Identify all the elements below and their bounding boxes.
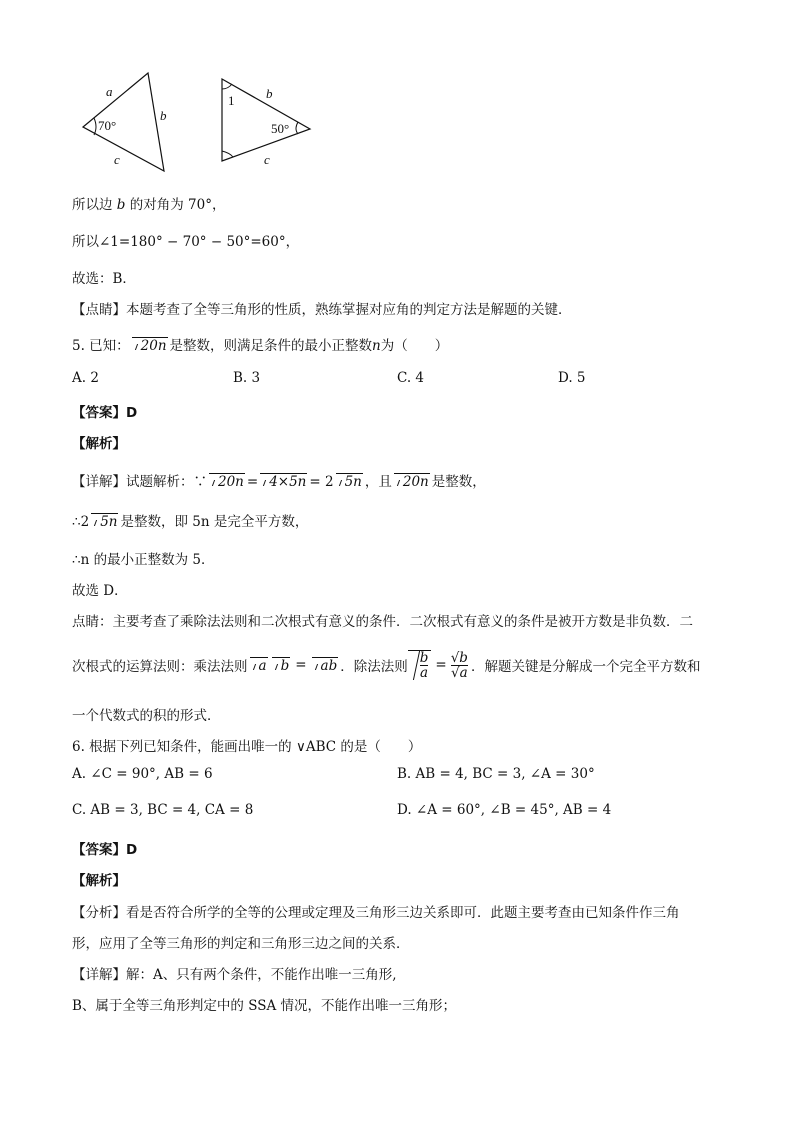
q6-option-a: A. ∠C = 90°, AB = 6 [72,766,213,782]
fig2-angle-label: 50° [271,121,290,136]
q6-analysis: 【解析】 [72,873,126,889]
q6-detail-1: 【详解】解：A、只有两个条件，不能作出唯一三角形, [72,967,397,983]
q5-analysis: 【解析】 [72,436,126,452]
fig2-label-b: b [266,86,273,101]
dianjing-q4: 【点睛】本题考查了全等三角形的性质，熟练掌握对应角的判定方法是解题的关键． [72,302,572,318]
q5-option-c: C. 4 [397,370,425,386]
q5-line4: 故选 D． [72,583,128,599]
text-line-3: 故选：B． [72,271,136,287]
angle-arc-50 [296,122,298,134]
q6-answer: 【答案】D [72,842,138,858]
angle-arc-bottom [222,151,233,157]
q5-line2: ∴2 5n 是整数，即 5n 是完全平方数， [72,514,309,530]
fig1-label-c: c [114,152,120,167]
q5-line3: ∴n 的最小正整数为 5． [72,552,215,568]
q5-option-a: A. 2 [72,370,99,386]
q6-stem: 6. 根据下列已知条件，能画出唯一的 ∨ABC 的是（ ） [72,739,422,755]
q5-answer: 【答案】D [72,405,138,421]
q5-dianjing-1: 点睛：主要考查了乘除法法则和二次根式有意义的条件．二次根式有意义的条件是被开方数是非负数．二 [72,614,693,630]
fig2-label-c: c [264,152,270,167]
fig1-label-a: a [106,84,113,99]
q5-dianjing-3: 一个代数式的积的形式． [72,708,221,724]
q6-detail-2: B、属于全等三角形判定中的 SSA 情况，不能作出唯一三角形； [72,998,457,1014]
text-line-1: 所以边 b 的对角为 70°， [72,197,226,213]
text-line-2: 所以∠1=180° − 70° − 50°=60°， [72,234,300,250]
q6-option-d: D. ∠A = 60°, ∠B = 45°, AB = 4 [397,802,612,818]
q6-option-b: B. AB = 4, BC = 3, ∠A = 30° [397,766,595,782]
q5-option-b: B. 3 [233,370,261,386]
angle-arc-1 [222,84,232,89]
q6-fenxi-2: 形，应用了全等三角形的判定和三角形三边之间的关系． [72,936,410,952]
fig2-label-1: 1 [228,93,235,108]
q5-dianjing-2: 次根式的运算法则：乘法法则 a b = ab ．除法法则 $\frac{b}{a}$ = $\frac{√b}{√a}$ ．解题关键是分解成一个完全平方数和 [72,649,701,681]
angle-arc-70 [94,118,96,135]
fig1-angle-label: 70° [98,118,117,133]
fig1-label-b: b [160,108,167,123]
q6-option-c: C. AB = 3, BC = 4, CA = 8 [72,802,254,818]
q6-fenxi-1: 【分析】看是否符合所学的全等的公理或定理及三角形三边关系即可．此题主要考查由已知条件作三角 [72,905,680,921]
q5-detail: 【详解】试题解析：∵ 20n = 4×5n = 2 5n ，且 20n 是整数， [72,474,486,490]
q5-option-d: D. 5 [558,370,586,386]
q5-stem: 5. 已知： 20n 是整数，则满足条件的最小正整数n为（ ） [72,338,449,354]
